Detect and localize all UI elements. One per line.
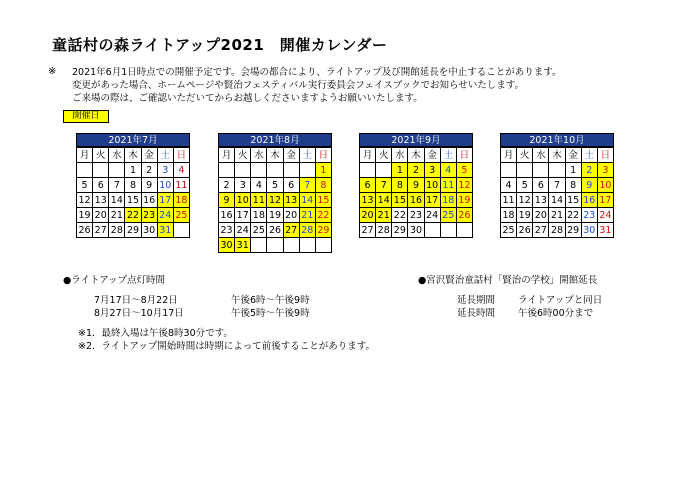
day-cell: 9: [581, 178, 597, 193]
day-cell: 1: [392, 163, 408, 178]
empty-cell: [299, 163, 315, 178]
empty-cell: [360, 163, 376, 178]
day-cell: 18: [173, 193, 189, 208]
weekday-label: 日: [456, 148, 472, 163]
weekday-label: 木: [549, 148, 565, 163]
day-cell: 7: [549, 178, 565, 193]
week-row: [360, 178, 473, 193]
day-cell: 3: [157, 163, 173, 178]
day-cell: 18: [251, 208, 267, 223]
day-cell: 29: [315, 223, 331, 238]
empty-cell: [235, 163, 251, 178]
page-title: 童話村の森ライトアップ2021 開催カレンダー: [52, 36, 388, 54]
day-cell: 2: [581, 163, 597, 178]
day-cell: 27: [93, 223, 109, 238]
note-line: 変更があった場合、ホームページや賢治フェスティバル実行委員会フェイスブックでお知らせいたします。: [72, 80, 525, 91]
weekday-label: 木: [408, 148, 424, 163]
weekday-label: 水: [109, 148, 125, 163]
day-cell: 14: [299, 193, 315, 208]
day-cell: 1: [315, 163, 331, 178]
day-cell: 11: [173, 178, 189, 193]
calendar-header: 2021年10月: [500, 133, 614, 147]
day-cell: 29: [565, 223, 581, 238]
day-cell: 16: [581, 193, 597, 208]
lighting-time: 午後5時～午後9時: [231, 308, 310, 319]
calendar-header: 2021年9月: [359, 133, 473, 147]
day-cell: 23: [141, 208, 157, 223]
weekday-row: [360, 148, 473, 163]
day-cell: 28: [299, 223, 315, 238]
day-cell: 21: [376, 208, 392, 223]
week-row: [219, 208, 332, 223]
empty-cell: [93, 163, 109, 178]
lighting-period: 8月27日～10月17日: [94, 308, 184, 319]
day-cell: 15: [315, 193, 331, 208]
day-cell: 6: [360, 178, 376, 193]
day-cell: 2: [219, 178, 235, 193]
day-cell: 4: [501, 178, 517, 193]
extension-label: 延長時間: [457, 308, 496, 319]
weekday-row: [501, 148, 614, 163]
calendar-grid: [500, 147, 614, 238]
empty-cell: [533, 163, 549, 178]
weekday-label: 水: [533, 148, 549, 163]
day-cell: 28: [376, 223, 392, 238]
week-row: [501, 163, 614, 178]
empty-cell: [517, 163, 533, 178]
day-cell: 17: [157, 193, 173, 208]
calendar-grid: [218, 147, 332, 253]
day-cell: 29: [125, 223, 141, 238]
week-row: [501, 208, 614, 223]
lighting-heading: ●ライトアップ点灯時間: [63, 275, 166, 286]
day-cell: 4: [251, 178, 267, 193]
weekday-label: 日: [315, 148, 331, 163]
day-cell: 8: [392, 178, 408, 193]
week-row: [219, 178, 332, 193]
day-cell: 12: [517, 193, 533, 208]
extension-label: 延長期間: [457, 295, 496, 306]
day-cell: 12: [456, 178, 472, 193]
weekday-label: 月: [360, 148, 376, 163]
weekday-label: 土: [157, 148, 173, 163]
day-cell: 20: [360, 208, 376, 223]
empty-cell: [299, 238, 315, 253]
day-cell: 30: [141, 223, 157, 238]
day-cell: 23: [581, 208, 597, 223]
day-cell: 14: [549, 193, 565, 208]
day-cell: 8: [565, 178, 581, 193]
calendar-header: 2021年7月: [76, 133, 190, 147]
day-cell: 25: [501, 223, 517, 238]
note-line: 2021年6月1日時点での開催予定です。会場の都合により、ライトアップ及び開館延長を中止することがあります。: [72, 67, 562, 78]
footnote: ※2．ライトアップ開始時間は時期によって前後することがあります。: [78, 341, 376, 352]
weekday-label: 日: [173, 148, 189, 163]
day-cell: 6: [93, 178, 109, 193]
weekday-label: 月: [219, 148, 235, 163]
day-cell: 5: [456, 163, 472, 178]
week-row: [219, 193, 332, 208]
day-cell: 30: [408, 223, 424, 238]
week-row: [360, 208, 473, 223]
day-cell: 5: [517, 178, 533, 193]
week-row: [77, 193, 190, 208]
weekday-label: 土: [440, 148, 456, 163]
calendar-august: [218, 133, 332, 253]
weekday-label: 火: [376, 148, 392, 163]
day-cell: 10: [235, 193, 251, 208]
empty-cell: [109, 163, 125, 178]
legend-event-day: 開催日: [63, 110, 109, 123]
weekday-label: 金: [565, 148, 581, 163]
calendar-grid: [359, 147, 473, 238]
extension-value: 午後6時00分まで: [518, 308, 594, 319]
day-cell: 22: [565, 208, 581, 223]
weekday-label: 土: [299, 148, 315, 163]
day-cell: 14: [109, 193, 125, 208]
day-cell: 26: [267, 223, 283, 238]
day-cell: 10: [424, 178, 440, 193]
day-cell: 8: [315, 178, 331, 193]
day-cell: 6: [283, 178, 299, 193]
day-cell: 23: [408, 208, 424, 223]
day-cell: 25: [173, 208, 189, 223]
weekday-label: 月: [77, 148, 93, 163]
day-cell: 10: [597, 178, 613, 193]
weekday-label: 金: [283, 148, 299, 163]
day-cell: 22: [392, 208, 408, 223]
weekday-label: 金: [141, 148, 157, 163]
extension-heading: ●宮沢賢治童話村「賢治の学校」開館延長: [418, 275, 598, 286]
week-row: [77, 163, 190, 178]
day-cell: 26: [456, 208, 472, 223]
empty-cell: [267, 238, 283, 253]
empty-cell: [440, 223, 456, 238]
day-cell: 5: [77, 178, 93, 193]
day-cell: 28: [549, 223, 565, 238]
calendar-july: [76, 133, 190, 238]
day-cell: 23: [219, 223, 235, 238]
empty-cell: [501, 163, 517, 178]
day-cell: 9: [141, 178, 157, 193]
day-cell: 29: [392, 223, 408, 238]
day-cell: 25: [251, 223, 267, 238]
day-cell: 4: [173, 163, 189, 178]
day-cell: 8: [125, 178, 141, 193]
empty-cell: [315, 238, 331, 253]
day-cell: 31: [235, 238, 251, 253]
week-row: [77, 208, 190, 223]
day-cell: 19: [456, 193, 472, 208]
day-cell: 26: [517, 223, 533, 238]
day-cell: 11: [251, 193, 267, 208]
day-cell: 4: [440, 163, 456, 178]
day-cell: 31: [157, 223, 173, 238]
day-cell: 21: [109, 208, 125, 223]
note-mark: ※: [48, 66, 57, 77]
day-cell: 1: [565, 163, 581, 178]
week-row: [360, 223, 473, 238]
empty-cell: [456, 223, 472, 238]
day-cell: 12: [267, 193, 283, 208]
empty-cell: [173, 223, 189, 238]
week-row: [501, 223, 614, 238]
day-cell: 24: [157, 208, 173, 223]
day-cell: 19: [77, 208, 93, 223]
day-cell: 20: [283, 208, 299, 223]
weekday-label: 火: [235, 148, 251, 163]
extension-value: ライトアップと同日: [518, 295, 603, 306]
day-cell: 2: [408, 163, 424, 178]
day-cell: 19: [267, 208, 283, 223]
day-cell: 18: [440, 193, 456, 208]
day-cell: 22: [125, 208, 141, 223]
week-row: [501, 193, 614, 208]
week-row: [360, 163, 473, 178]
day-cell: 10: [157, 178, 173, 193]
lighting-time: 午後6時～午後9時: [231, 295, 310, 306]
day-cell: 14: [376, 193, 392, 208]
day-cell: 27: [360, 223, 376, 238]
calendar-september: [359, 133, 473, 238]
day-cell: 7: [376, 178, 392, 193]
weekday-row: [77, 148, 190, 163]
empty-cell: [424, 223, 440, 238]
week-row: [77, 223, 190, 238]
day-cell: 24: [235, 223, 251, 238]
day-cell: 13: [533, 193, 549, 208]
empty-cell: [267, 163, 283, 178]
day-cell: 16: [141, 193, 157, 208]
day-cell: 2: [141, 163, 157, 178]
day-cell: 3: [235, 178, 251, 193]
day-cell: 15: [565, 193, 581, 208]
day-cell: 18: [501, 208, 517, 223]
day-cell: 15: [392, 193, 408, 208]
weekday-label: 木: [267, 148, 283, 163]
day-cell: 27: [283, 223, 299, 238]
weekday-label: 月: [501, 148, 517, 163]
day-cell: 3: [424, 163, 440, 178]
weekday-label: 水: [392, 148, 408, 163]
day-cell: 12: [77, 193, 93, 208]
week-row: [501, 178, 614, 193]
empty-cell: [549, 163, 565, 178]
day-cell: 17: [235, 208, 251, 223]
day-cell: 17: [424, 193, 440, 208]
day-cell: 3: [597, 163, 613, 178]
day-cell: 19: [517, 208, 533, 223]
day-cell: 28: [109, 223, 125, 238]
day-cell: 9: [408, 178, 424, 193]
calendar-grid: [76, 147, 190, 238]
day-cell: 26: [77, 223, 93, 238]
day-cell: 20: [533, 208, 549, 223]
day-cell: 30: [581, 223, 597, 238]
weekday-label: 土: [581, 148, 597, 163]
weekday-row: [219, 148, 332, 163]
day-cell: 31: [597, 223, 613, 238]
empty-cell: [219, 163, 235, 178]
day-cell: 7: [109, 178, 125, 193]
empty-cell: [283, 163, 299, 178]
day-cell: 24: [424, 208, 440, 223]
empty-cell: [77, 163, 93, 178]
day-cell: 13: [360, 193, 376, 208]
day-cell: 21: [549, 208, 565, 223]
day-cell: 5: [267, 178, 283, 193]
week-row: [77, 178, 190, 193]
day-cell: 17: [597, 193, 613, 208]
day-cell: 13: [93, 193, 109, 208]
weekday-label: 火: [93, 148, 109, 163]
day-cell: 13: [283, 193, 299, 208]
day-cell: 20: [93, 208, 109, 223]
day-cell: 15: [125, 193, 141, 208]
day-cell: 16: [408, 193, 424, 208]
footnote: ※1．最終入場は午後8時30分です。: [78, 328, 233, 339]
weekday-label: 金: [424, 148, 440, 163]
week-row: [219, 238, 332, 253]
empty-cell: [251, 163, 267, 178]
day-cell: 11: [501, 193, 517, 208]
day-cell: 6: [533, 178, 549, 193]
weekday-label: 火: [517, 148, 533, 163]
calendar-header: 2021年8月: [218, 133, 332, 147]
day-cell: 16: [219, 208, 235, 223]
empty-cell: [251, 238, 267, 253]
note-line: ご来場の際は、ご確認いただいてからお越しくださいますようお願いいたします。: [72, 93, 423, 104]
week-row: [219, 223, 332, 238]
weekday-label: 日: [597, 148, 613, 163]
day-cell: 24: [597, 208, 613, 223]
day-cell: 7: [299, 178, 315, 193]
day-cell: 11: [440, 178, 456, 193]
day-cell: 21: [299, 208, 315, 223]
day-cell: 9: [219, 193, 235, 208]
empty-cell: [376, 163, 392, 178]
weekday-label: 木: [125, 148, 141, 163]
calendar-october: [500, 133, 614, 238]
empty-cell: [283, 238, 299, 253]
lighting-period: 7月17日～8月22日: [94, 295, 178, 306]
day-cell: 27: [533, 223, 549, 238]
week-row: [360, 193, 473, 208]
day-cell: 25: [440, 208, 456, 223]
week-row: [219, 163, 332, 178]
day-cell: 30: [219, 238, 235, 253]
day-cell: 22: [315, 208, 331, 223]
weekday-label: 水: [251, 148, 267, 163]
day-cell: 1: [125, 163, 141, 178]
